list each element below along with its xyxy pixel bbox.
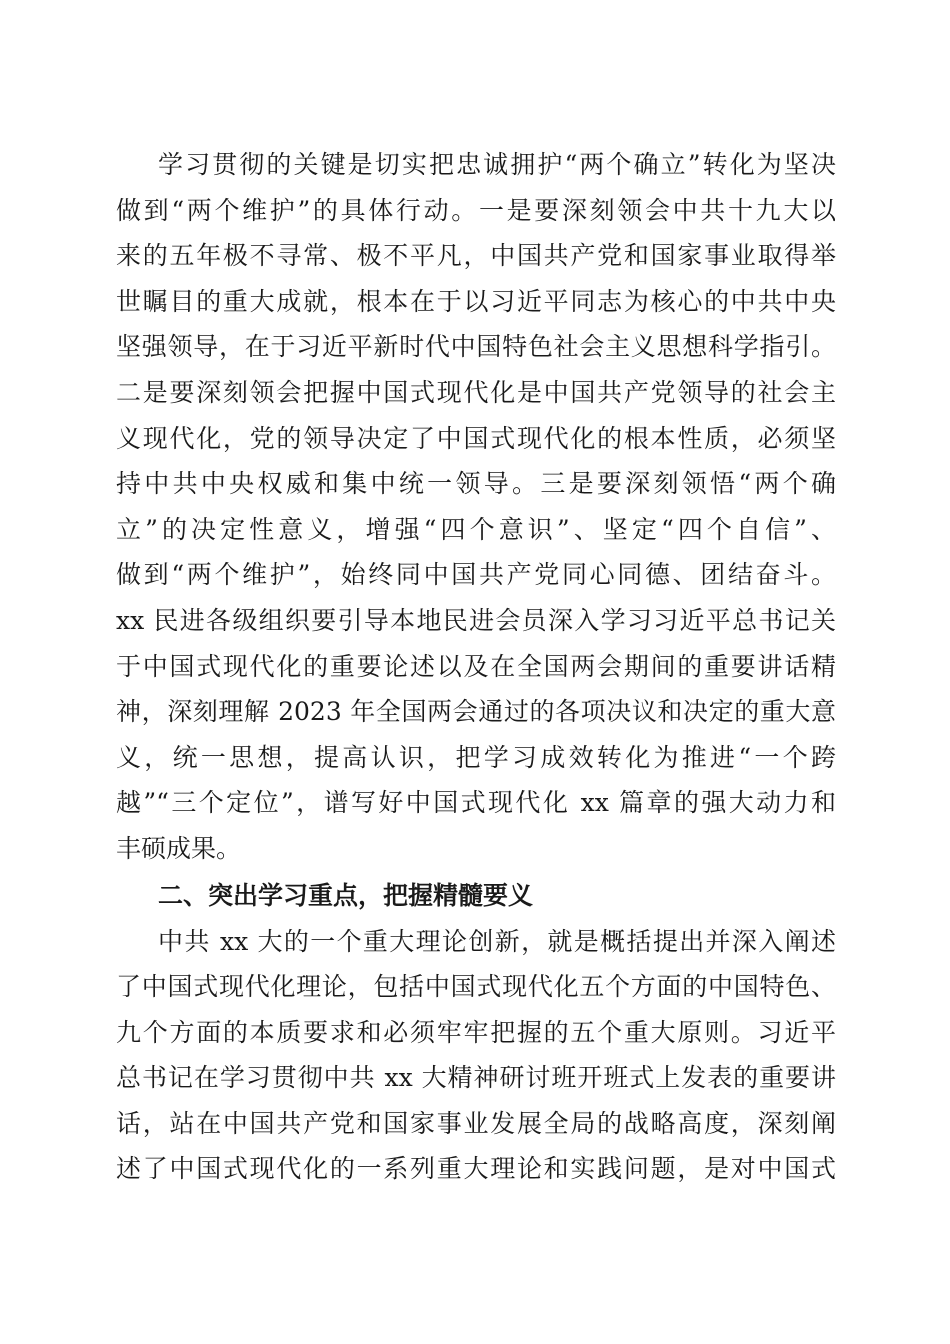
paragraph-line: 中共 xx 大的一个重大理论创新，就是概括提出并深入阐述 [158, 926, 836, 956]
paragraph-1 [116, 142, 836, 872]
paragraph-line: 坚强领导，在于习近平新时代中国特色社会主义思想科学指引。 [116, 332, 836, 362]
paragraph-line: 做到“两个维护”，始终同中国共产党同心同德、团结奋斗。 [116, 560, 836, 590]
paragraph-line: 学习贯彻的关键是切实把忠诚拥护“两个确立”转化为坚决 [158, 150, 836, 179]
paragraph-2 [116, 919, 836, 1193]
paragraph-line: 来的五年极不寻常、极不平凡，中国共产党和国家事业取得举 [116, 241, 836, 271]
paragraph-line: 话，站在中国共产党和国家事业发展全局的战略高度，深刻阐 [116, 1108, 836, 1138]
paragraph-line: 立”的决定性意义，增强“四个意识”、坚定“四个自信”、 [116, 514, 836, 544]
paragraph-line: 于中国式现代化的重要论述以及在全国两会期间的重要讲话精 [116, 651, 836, 681]
paragraph-line: 神，深刻理解 2023 年全国两会通过的各项决议和决定的重大意 [116, 697, 836, 727]
paragraph-line: 丰硕成果。 [116, 833, 242, 863]
paragraph-line: 九个方面的本质要求和必须牢牢把握的五个重大原则。习近平 [116, 1017, 836, 1047]
paragraph-line: 持中共中央权威和集中统一领导。三是要深刻领悟“两个确 [116, 469, 836, 499]
paragraph-line: 总书记在学习贯彻中共 xx 大精神研讨班开班式上发表的重要讲 [116, 1063, 836, 1093]
section-heading: 二、突出学习重点，把握精髓要义 [158, 880, 534, 910]
document-body [116, 142, 836, 1192]
paragraph-line: 义，统一思想，提高认识，把学习成效转化为推进“一个跨 [116, 742, 836, 772]
paragraph-line: 二是要深刻领会把握中国式现代化是中国共产党领导的社会主 [116, 377, 836, 407]
paragraph-line: 述了中国式现代化的一系列重大理论和实践问题，是对中国式 [116, 1154, 836, 1184]
paragraph-line: 世瞩目的重大成就，根本在于以习近平同志为核心的中共中央 [116, 286, 836, 316]
paragraph-line: 越”“三个定位”，谱写好中国式现代化 xx 篇章的强大动力和 [116, 788, 836, 818]
paragraph-line: xx 民进各级组织要引导本地民进会员深入学习习近平总书记关 [116, 605, 836, 635]
paragraph-line: 了中国式现代化理论，包括中国式现代化五个方面的中国特色、 [116, 972, 836, 1002]
paragraph-line: 做到“两个维护”的具体行动。一是要深刻领会中共十九大以 [116, 195, 836, 225]
paragraph-line: 义现代化，党的领导决定了中国式现代化的根本性质，必须坚 [116, 423, 836, 453]
